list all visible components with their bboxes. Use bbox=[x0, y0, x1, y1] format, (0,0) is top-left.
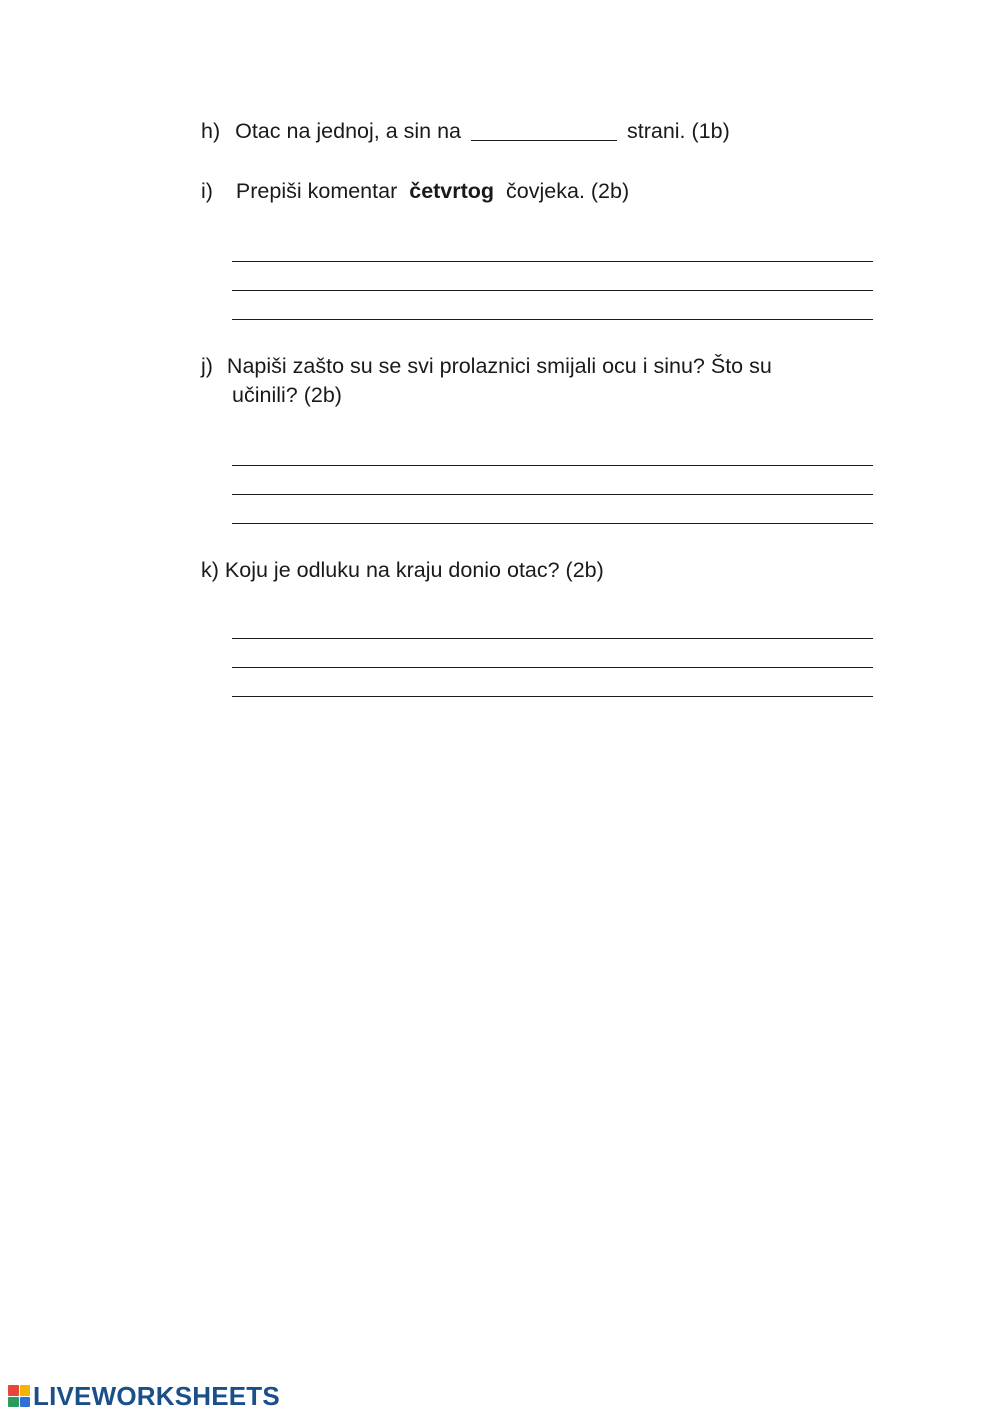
answer-line-j-3[interactable] bbox=[232, 523, 873, 524]
answer-line-i-1[interactable] bbox=[232, 261, 873, 262]
question-k bbox=[201, 556, 604, 585]
question-text-before: Otac na jednoj, a sin na bbox=[235, 119, 462, 143]
question-letter: j) bbox=[201, 354, 213, 378]
question-letter: k) bbox=[201, 558, 219, 582]
answer-line-k-2[interactable] bbox=[232, 667, 873, 668]
question-bold-word: četvrtog bbox=[409, 179, 495, 203]
footer-logo bbox=[8, 1381, 280, 1411]
question-j bbox=[201, 352, 772, 381]
answer-line-k-3[interactable] bbox=[232, 696, 873, 697]
question-text-before: Prepiši komentar bbox=[235, 179, 398, 203]
answer-line-j-1[interactable] bbox=[232, 465, 873, 466]
question-text-after: strani. (1b) bbox=[626, 119, 730, 143]
logo-text: LIVEWORKSHEETS bbox=[33, 1380, 280, 1411]
question-text: Koju je odluku na kraju donio otac? (2b) bbox=[224, 558, 604, 582]
question-text-line1: Napiši zašto su se svi prolaznici smijali ocu i sinu? Što su bbox=[226, 354, 772, 378]
answer-line-k-1[interactable] bbox=[232, 638, 873, 639]
question-letter: i) bbox=[201, 179, 213, 203]
question-h bbox=[201, 117, 730, 146]
question-text-line2: učinili? (2b) bbox=[232, 383, 342, 407]
answer-line-j-2[interactable] bbox=[232, 494, 873, 495]
liveworksheets-logo-icon bbox=[8, 1385, 30, 1407]
fill-in-blank[interactable] bbox=[471, 140, 617, 141]
question-letter: h) bbox=[201, 119, 221, 143]
question-i bbox=[201, 177, 629, 206]
question-text-after: čovjeka. (2b) bbox=[506, 179, 630, 203]
answer-line-i-2[interactable] bbox=[232, 290, 873, 291]
answer-line-i-3[interactable] bbox=[232, 319, 873, 320]
